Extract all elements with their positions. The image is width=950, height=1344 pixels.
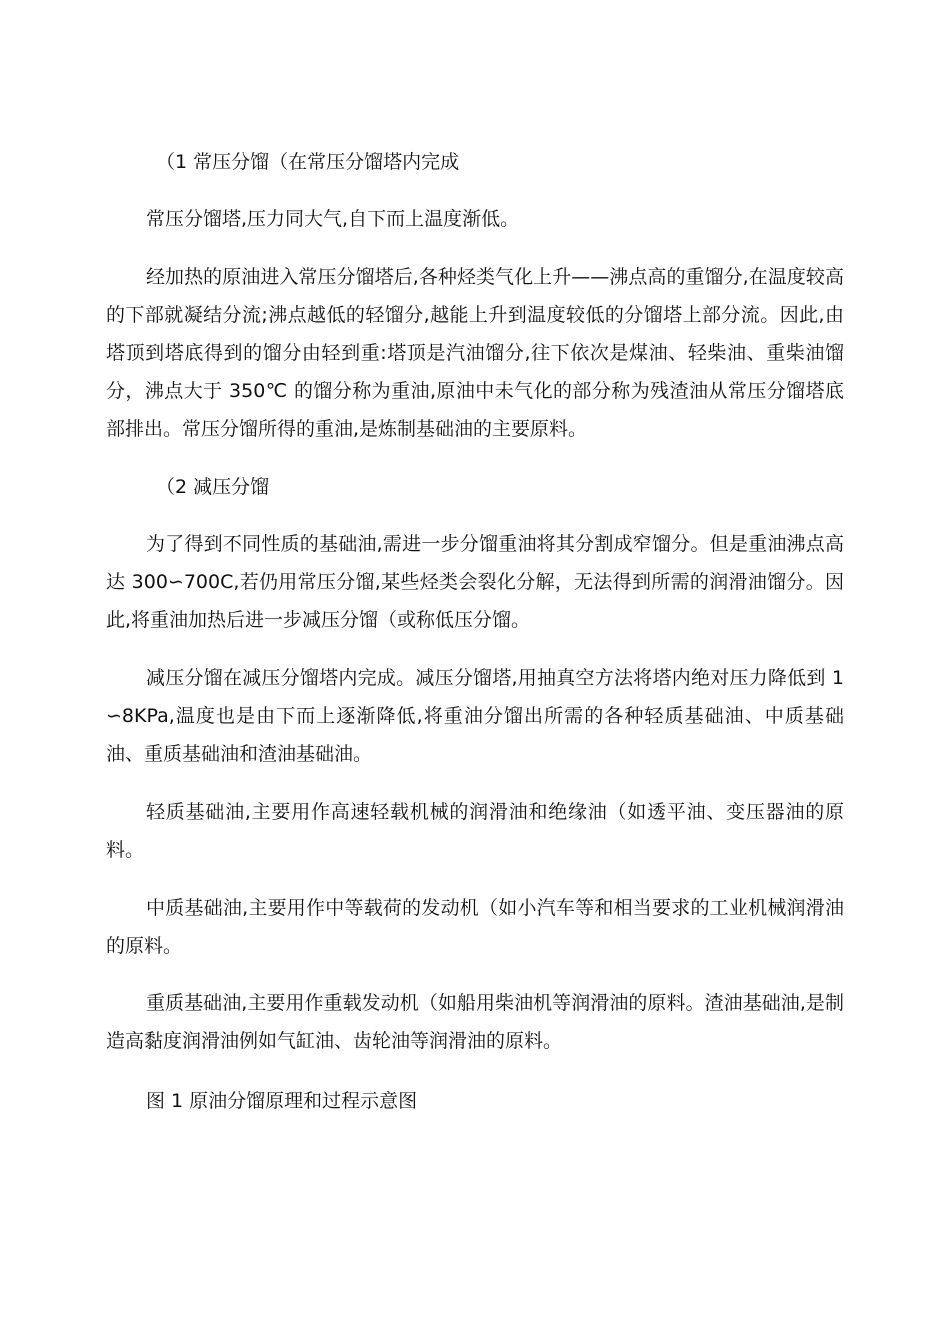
paragraph-vacuum-purpose: 为了得到不同性质的基础油,需进一步分馏重油将其分割成窄馏分。但是重油沸点高达 300∽700C,若仍用常压分馏,某些烃类会裂化分解，无法得到所需的润滑油馏分。因此,将重油加热后进一步减压分馏（或称低压分馏。: [106, 533, 844, 631]
paragraph-heavy-base-oil: 重质基础油,主要用作重载发动机（如船用柴油机等润滑油的原料。渣油基础油,是制造高黏度润滑油例如气缸油、齿轮油等润滑油的原料。: [106, 992, 844, 1052]
paragraph-medium-base-oil: 中质基础油,主要用作中等载荷的发动机（如小汽车等和相当要求的工业机械润滑油的原料。: [106, 897, 844, 957]
paragraph-vacuum-process: 减压分馏在减压分馏塔内完成。减压分馏塔,用抽真空方法将塔内绝对压力降低到 1∽8KPa,温度也是由下而上逐渐降低,将重油分馏出所需的各种轻质基础油、中质基础油、重质基础油和渣油基础油。: [106, 667, 844, 765]
section-heading-vacuum-distillation: （2 减压分馏: [156, 476, 270, 498]
paragraph-light-base-oil: 轻质基础油,主要用作高速轻载机械的润滑油和绝缘油（如透平油、变压器油的原料。: [106, 801, 844, 861]
section-heading-atmospheric-distillation: （1 常压分馏（在常压分馏塔内完成: [156, 151, 460, 173]
paragraph-atmospheric-tower: 常压分馏塔,压力同大气,自下而上温度渐低。: [146, 208, 520, 230]
paragraph-atmospheric-process: 经加热的原油进入常压分馏塔后,各种烃类气化上升——沸点高的重馏分,在温度较高的下部就凝结分流;沸点越低的轻馏分,越能上升到温度较低的分馏塔上部分流。因此,由塔顶到塔底得到的馏分由轻到重:塔顶是汽油馏分,往下依次是煤油、轻柴油、重柴油馏分，沸点大于 350℃ 的馏分称为重油,原油中未气化的部分称为残渣油从常压分馏塔底部排出。常压分馏所得的重油,是炼制基础油的主要原料。: [106, 266, 844, 440]
figure-caption: 图 1 原油分馏原理和过程示意图: [146, 1090, 418, 1112]
